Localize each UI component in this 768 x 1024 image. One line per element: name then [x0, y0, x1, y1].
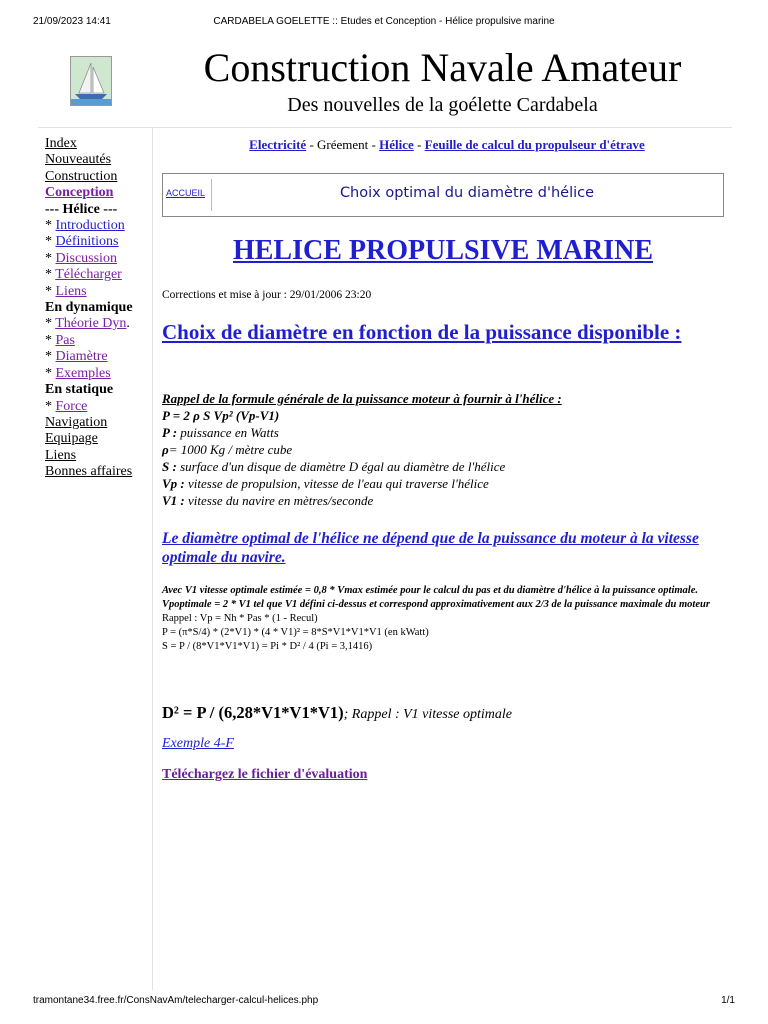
sidebar [45, 136, 151, 481]
sidebar-item-bonnes-affaires[interactable]: Bonnes affaires [45, 464, 133, 480]
equation-1: Rappel : Vp = Nh * Pas * (1 - Recul) [162, 613, 318, 624]
telechargez-link[interactable]: Téléchargez le fichier d'évaluation [162, 767, 368, 782]
sidebar-item-nouveautes[interactable]: Nouveautés [45, 152, 112, 168]
definition-row [162, 441, 732, 458]
nav-link-electricite[interactable]: Electricité [249, 137, 307, 152]
top-nav [162, 136, 732, 154]
page-title-link[interactable]: HELICE PROPULSIVE MARINE [232, 235, 654, 266]
print-title: CARDABELA GOELETTE :: Etudes et Conception - Hélice propulsive marine [213, 16, 555, 27]
nav-link-helice[interactable]: Hélice [379, 137, 414, 152]
logo-sailboat-icon[interactable] [70, 56, 112, 106]
sidebar-item-exemples[interactable]: Exemples [55, 365, 111, 381]
sidebar-section-helice: --- Hélice --- [45, 201, 118, 217]
box-separator [211, 179, 212, 211]
bullet: * [45, 234, 56, 250]
definition-text: vitesse de propulsion, vitesse de l'eau qui traverse l'hélice [184, 476, 489, 491]
corrections-date: Corrections et mise à jour : 29/01/2006 23:20 [162, 289, 372, 301]
sidebar-item-theorie-dyn[interactable]: Théorie Dyn [55, 316, 127, 332]
page-header-box [162, 173, 724, 217]
section-heading: Choix de diamètre en fonction de la puissance disponible : [162, 320, 682, 344]
definition-row [162, 458, 732, 475]
definition-key: P : [162, 425, 178, 440]
sidebar-item-force[interactable]: Force [55, 398, 88, 414]
main-content [162, 136, 732, 782]
definition-key: V1 : [162, 493, 185, 508]
nav-item-greement: Gréement [317, 137, 369, 152]
print-page-count: 1/1 [721, 995, 735, 1006]
definition-text: puissance en Watts [177, 425, 279, 440]
bullet: * [45, 398, 56, 414]
equation-2: P = (π*S/4) * (2*V1) * (4 * V1)² = 8*S*V1*V1*V1 (en kWatt) [162, 627, 429, 638]
bullet: * [45, 283, 56, 299]
nav-separator: - [306, 137, 318, 152]
sidebar-item-liens-2[interactable]: Liens [45, 447, 77, 463]
definition-text: = 1000 Kg / mètre cube [168, 442, 293, 457]
box-title: Choix optimal du diamètre d'hélice [339, 185, 595, 201]
sidebar-item-telecharger[interactable]: Télécharger [55, 267, 122, 283]
page-title [162, 232, 724, 270]
bullet: * [45, 267, 56, 283]
sidebar-item-definitions[interactable]: Définitions [55, 234, 119, 250]
sidebar-section-en-dynamique: En dynamique [45, 300, 133, 316]
exemple-link[interactable]: Exemple 4-F [162, 736, 234, 751]
site-subtitle: Des nouvelles de la goélette Cardabela [287, 94, 598, 116]
definition-row [162, 492, 732, 509]
definition-row [162, 475, 732, 492]
nav-link-feuille-calcul[interactable]: Feuille de calcul du propulseur d'étrave [424, 137, 645, 152]
d2-formula: D² = P / (6,28*V1*V1*V1) [162, 703, 344, 722]
definition-key: S : [162, 459, 177, 474]
print-url: tramontane34.free.fr/ConsNavAm/telecharger-calcul-helices.php [33, 995, 319, 1006]
site-title: Construction Navale Amateur [203, 45, 682, 90]
sidebar-item-navigation[interactable]: Navigation [45, 414, 108, 430]
diametre-optimal-heading: Le diamètre optimal de l'hélice ne dépend que de la puissance du moteur à la vitesse optimale du navire. [162, 530, 699, 566]
sidebar-item-index[interactable]: Index [45, 136, 77, 151]
accueil-link[interactable]: ACCUEIL [166, 188, 206, 198]
formula-block [162, 390, 732, 509]
formula-rappel: Rappel de la formule générale de la puissance moteur à fournir à l'hélice : [162, 391, 562, 406]
sidebar-item-discussion[interactable]: Discussion [55, 250, 117, 266]
definition-text: surface d'un disque de diamètre D égal au diamètre de l'hélice [176, 459, 506, 474]
equation-3: S = P / (8*V1*V1*V1) = Pi * D² / 4 (Pi = 3,1416) [162, 641, 373, 652]
bullet: * [45, 316, 56, 332]
bullet: * [45, 332, 56, 348]
header-divider [38, 127, 732, 128]
sidebar-item-pas[interactable]: Pas [55, 332, 75, 348]
d2-formula-line [162, 702, 512, 726]
note-vp: Vpoptimale = 2 * V1 tel que V1 défini ci-dessus et correspond approximativement aux 2/3 de la puissance maximale du moteur [162, 599, 710, 610]
nav-separator: - [413, 137, 425, 152]
definition-key: ρ [162, 442, 169, 457]
sidebar-item-liens[interactable]: Liens [55, 283, 87, 299]
notes-block [162, 584, 727, 654]
sidebar-divider [152, 128, 153, 990]
bullet: * [45, 250, 56, 266]
sidebar-item-introduction[interactable]: Introduction [55, 218, 125, 234]
bullet: * [45, 218, 56, 234]
definition-text: vitesse du navire en mètres/seconde [184, 493, 374, 508]
sidebar-dot: . [126, 316, 130, 332]
sidebar-item-conception[interactable]: Conception [45, 185, 114, 201]
print-date: 21/09/2023 14:41 [33, 16, 111, 27]
note-v1: Avec V1 vitesse optimale estimée = 0,8 * Vmax estimée pour le calcul du pas et du diamètre d'hélice à la puissance optimale. [162, 585, 698, 596]
bullet: * [45, 349, 56, 365]
bullet: * [45, 365, 56, 381]
definition-key: Vp : [162, 476, 185, 491]
nav-separator: - [368, 137, 380, 152]
sidebar-section-en-statique: En statique [45, 382, 114, 398]
formula-main: P = 2 ρ S Vp² (Vp-V1) [162, 408, 280, 423]
sidebar-item-diametre[interactable]: Diamètre [55, 349, 108, 365]
definition-row [162, 424, 732, 441]
sidebar-item-construction[interactable]: Construction [45, 168, 118, 184]
sidebar-item-equipage[interactable]: Equipage [45, 431, 98, 447]
d2-rappel: ; Rappel : V1 vitesse optimale [343, 707, 512, 722]
